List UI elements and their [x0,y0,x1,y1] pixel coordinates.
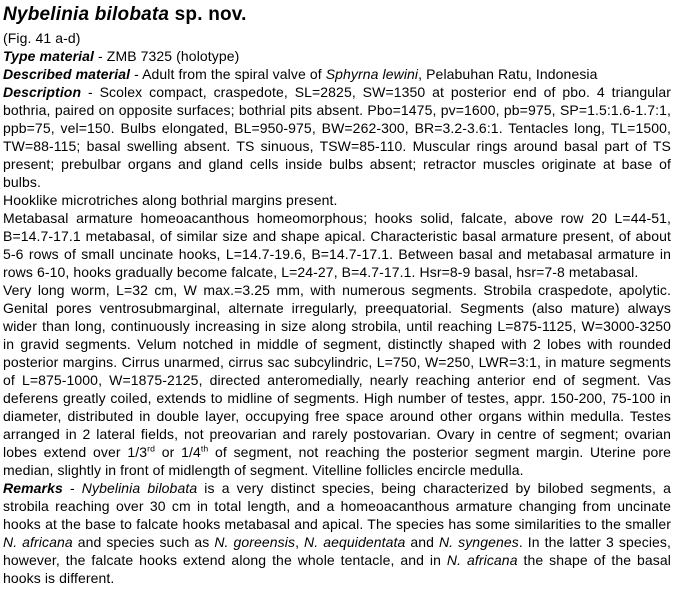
text-segment: and [405,534,439,550]
text-segment: , [295,534,305,550]
text-segment: N. syngenes [438,534,519,550]
text-segment: of segment, not reaching the posterior segment margin. Uterine pore median, slightly in front of midlength of segment. Vitelline follicles encircle medulla. [3,444,672,478]
text-segment: (Fig. 41 a-d) [3,30,81,46]
text-segment: Sphyrna lewini [325,66,419,82]
text-segment: and species such as [72,534,215,550]
text-segment: . In the latter 3 species, however, the falcate hooks extend along the whole tentacle, and in [3,534,672,568]
remarks-paragraph [3,479,671,587]
species-title [3,2,671,27]
text-segment: th [200,443,209,454]
text-segment: Very long worm, L=32 cm, W max.=3.25 mm, with numerous segments. Strobila craspedote, apolytic. Genital pores ventrosubmarginal, alternate irregularly, preequatorial. Segments (also mature) always wider than long, continuously increasing in size along strobila, until reaching L=875-1125, W=3000-3250 in gravid segments. Velum notched in middle of segment, distinctly shaped with 2 lobes with rounded posterior margins. Cirrus unarmed, cirrus sac subcylindric, L=750, W=250, LWR=3:1, in mature segments of L=875-1000, W=1875-2125, directed anteromedially, nearly reaching anterior end of segment. Vas deferens greatly coiled, extends to midline of segments. High number of testes, appr. 150-200, 75-100 in diameter, distributed in double layer, occupying free space around other organs within medulla. Testes arranged in 2 lateral fields, not preovarian and rarely postovarian. Ovary in centre of segment; ovarian lobes extend over 1/3 [3,282,671,460]
description-paragraph [3,83,671,191]
text-segment: N. africana [3,534,73,550]
text-segment: Description [3,84,82,100]
text-segment: - Scolex compact, craspedote, SL=2825, SW=1350 at posterior end of pbo. 4 triangular bothria, paired on opposite surfaces; bothrial pits absent. Pbo=1475, pv=1600, pb=975, SP=1.5:1.6-1.7:1, ppb=75, vel=150. Bulbs elongated, BL=950-975, BW=262-300, BR=3.2-3.6:1. Tentacles long, TL=1500, TW=88-115; basal swelling absent. TS sinuous, TSW=85-110. Muscular rings around basal part of TS present; prebulbar organs and gland cells inside bulbs absent; retractor muscles originate at base of bulbs. [3,84,671,190]
text-segment: sp. nov. [169,4,247,25]
text-segment: N. africana [446,552,518,568]
figure-reference [3,29,671,47]
text-segment: rd [147,443,156,454]
text-segment: Nybelinia bilobata [81,480,198,496]
strobila-paragraph [3,281,671,479]
text-segment: Hooklike microtriches along bothrial margins present. [3,192,338,208]
text-segment: N. aequidentata [304,534,406,550]
text-segment: , Pelabuhan Ratu, Indonesia [418,66,598,82]
text-segment: is a very distinct species, being characterized by bilobed segments, a strobila reaching over 30 cm in total length, and a homeoacanthous armature changing from uncinate hooks at the base to falcate hooks metabasal and apical. The species has some similarities to the smaller [3,480,671,532]
text-segment: or 1/4 [155,444,201,460]
described-material-paragraph [3,65,671,83]
microtriches-paragraph [3,191,671,209]
type-material-paragraph [3,47,671,65]
text-segment: Type material [3,48,95,64]
text-segment: - [62,480,82,496]
text-segment: Nybelinia bilobata [3,4,170,25]
text-segment: Remarks [3,480,63,496]
text-segment: Metabasal armature homeoacanthous homeomorphous; hooks solid, falcate, above row 20 L=44-51, B=14.7-17.1 metabasal, of similar size and shape apical. Characteristic basal armature present, of about 5-6 rows of small uncinate hooks, L=14.7-19.6, B=14.7-17.1. Between basal and metabasal armature in rows 6-10, hooks gradually become falcate, L=24-27, B=4.7-17.1. Hsr=8-9 basal, hsr=7-8 metabasal. [3,210,671,280]
text-segment: - ZMB 7325 (holotype) [94,48,240,64]
text-segment: - Adult from the spiral valve of [130,66,326,82]
text-segment: Described material [3,66,131,82]
text-segment: N. goreensis [214,534,296,550]
armature-paragraph [3,209,671,281]
text-segment: the shape of the basal hooks is different. [3,552,671,586]
